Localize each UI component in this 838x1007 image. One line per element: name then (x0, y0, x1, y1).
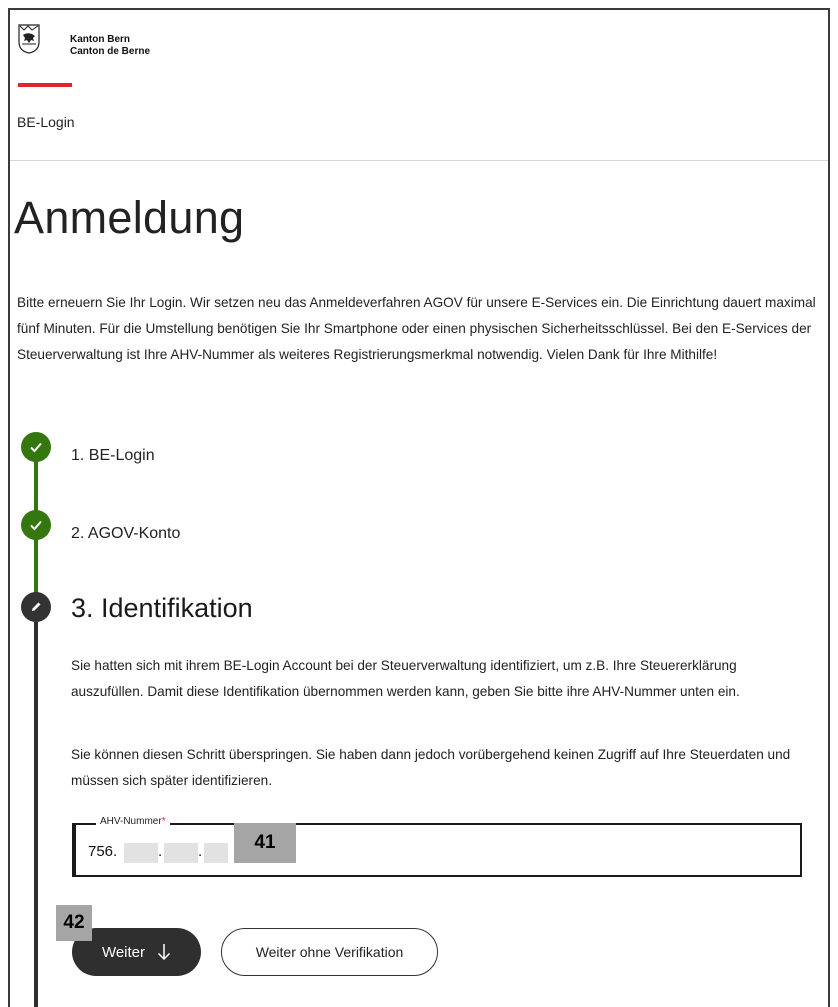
arrow-down-icon (157, 943, 171, 961)
stepper-line-current (34, 622, 38, 1007)
brand-accent-bar (18, 83, 72, 87)
step-3-current-indicator (21, 592, 51, 622)
step-1-done-indicator (21, 432, 51, 462)
brand-name (70, 34, 150, 58)
identification-text: Sie hatten sich mit ihrem BE-Login Account bei der Steuerverwaltung identifiziert, um z.B. Ihre Steuererklärung auszufüllen. Damit diese Identifikation übernommen werden kann, geben Sie bitte ihre AHV-Nummer unten ein. (71, 658, 740, 699)
step-2-label: 2. AGOV-Konto (71, 525, 181, 542)
checkmark-icon (29, 440, 43, 454)
step-3-title: 3. Identifikation (71, 593, 253, 623)
skip-info-text: Sie können diesen Schritt überspringen. Sie haben dann jedoch vorübergehend keinen Zugriff auf Ihre Steuerdaten und müssen sich später identifizieren. (71, 747, 791, 788)
separator-dot: . (198, 843, 203, 860)
redacted-segment (164, 843, 198, 863)
redacted-segment (204, 843, 228, 863)
step-1-label: 1. BE-Login (71, 447, 155, 464)
ahv-number-prefix: 756. (88, 843, 118, 860)
brand-line-1: Kanton Bern (70, 34, 130, 45)
checkmark-icon (29, 518, 43, 532)
continue-without-verification-button[interactable] (221, 928, 438, 976)
required-mark: * (161, 816, 166, 827)
skip-button-label: Weiter ohne Verifikation (255, 944, 404, 960)
ahv-number-label (96, 816, 170, 827)
app-name: BE-Login (17, 114, 75, 130)
separator-dot: . (158, 843, 163, 860)
pencil-icon (29, 600, 43, 614)
redacted-segment (124, 843, 158, 863)
header-divider (10, 160, 828, 161)
step-2-done-indicator (21, 510, 51, 540)
button-marker-badge: 42 (56, 905, 92, 941)
intro-text: Bitte erneuern Sie Ihr Login. Wir setzen neu das Anmeldeverfahren AGOV für unsere E-Services ein. Die Einrichtung dauert maximal fünf Minuten. Für die Umstellung benötigen Sie Ihr Smartphone oder einen physischen Sicherheitsschlüssel. Bei den E-Services der Steuerverwaltung ist Ihre AHV-Nummer als weiteres Registrierungsmerkmal notwendig. Vielen Dank für Ihre Mithilfe! (17, 295, 816, 362)
bern-coat-of-arms-icon (18, 24, 40, 54)
brand-line-2: Canton de Berne (70, 46, 151, 57)
field-marker-badge: 41 (234, 823, 296, 863)
ahv-number-field[interactable] (72, 816, 802, 877)
ahv-label-text: AHV-Nummer (100, 816, 162, 827)
continue-button-label: Weiter (101, 943, 146, 961)
page-title: Anmeldung (14, 192, 245, 243)
page-frame (8, 8, 830, 1007)
